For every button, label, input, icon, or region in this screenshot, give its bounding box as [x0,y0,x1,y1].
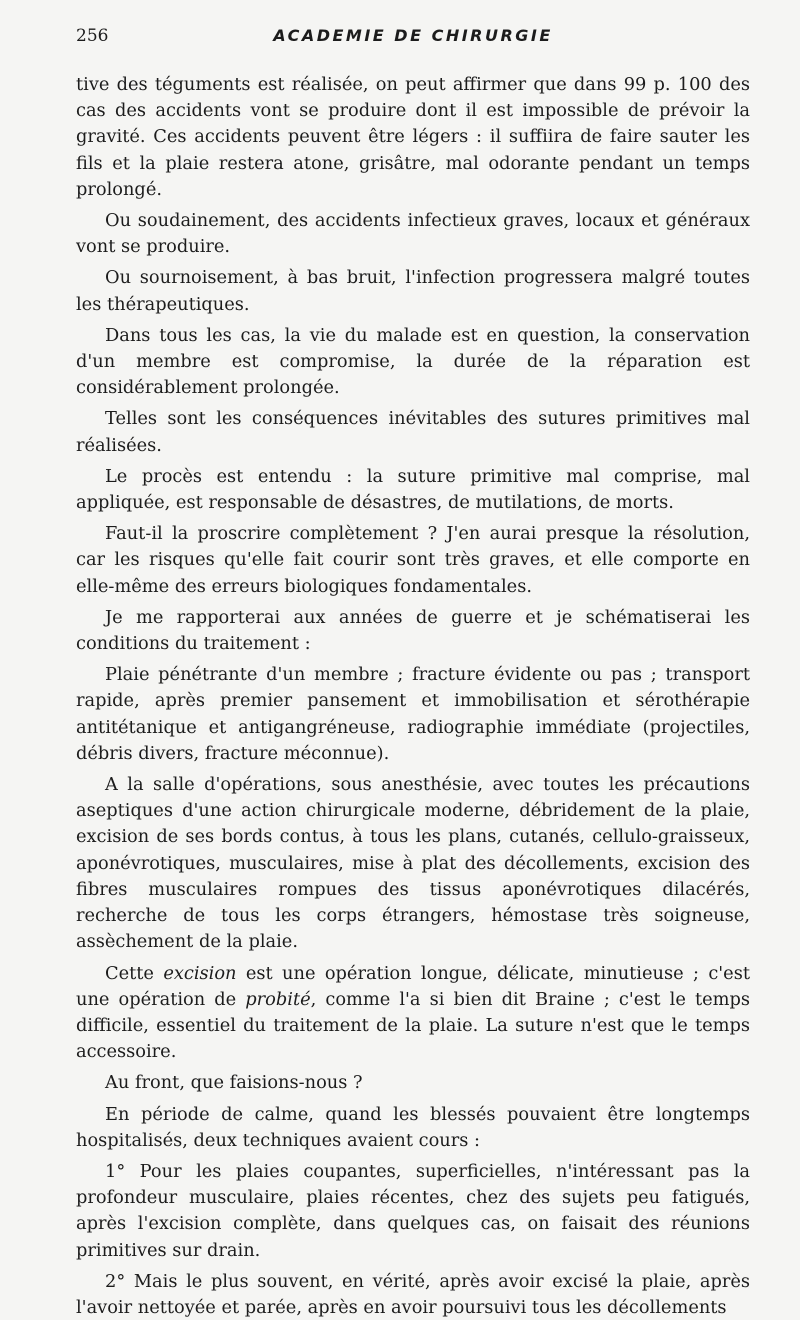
running-title: ACADEMIE DE CHIRURGIE [273,26,553,45]
paragraph: A la salle d'opérations, sous anesthésie, avec toutes les précautions aseptiques d'une action chirurgicale moderne, débridement de la plaie, excision de ses bords contus, à tous les plans, cutanés, cellulo-graisseux, aponévrotiques, musculaires, mise à plat des décollements, excision des fibres musculaires rompues des tissus aponévrotiques dilacérés, recherche de tous les corps étrangers, hémostase très soigneuse, assèchement de la plaie. [76,774,750,953]
paragraph: 1° Pour les plaies coupantes, superficielles, n'intéressant pas la profondeur musculaire, plaies récentes, chez des sujets peu fatigués, après l'excision complète, dans quelques cas, on faisait des réunions primitives sur drain. [76,1160,750,1261]
paragraph: Dans tous les cas, la vie du malade est en question, la conservation d'un membre est compromise, la durée de la réparation est considérablement prolongée. [76,324,750,399]
paragraph: Plaie pénétrante d'un membre ; fracture évidente ou pas ; transport rapide, après premier pansement et immobilisation et sérothérapie antitétanique et antigangréneuse, radiographie immédiate (projectiles, débris divers, fracture méconnue). [76,664,750,764]
text-run: Cette [105,962,164,984]
page-header [76,26,750,62]
paragraph: Ou sournoisement, à bas bruit, l'infection progressera malgré toutes les thérapeutiques. [76,267,750,315]
paragraph: 2° Mais le plus souvent, en vérité, après avoir excisé la plaie, après l'avoir nettoyée et parée, après en avoir poursuivi tous les décollements [76,1270,750,1318]
paragraph-excision [76,961,750,1066]
text-run: est une opération longue, délicate, minutieuse ; c'est une opération de [76,962,750,1010]
paragraph: Faut-il la proscrire complètement ? J'en aurai presque la résolution, car les risques qu'elle fait courir sont très graves, et elle comporte en elle-même des erreurs biologiques fondamentales. [76,523,750,597]
text-run: , comme l'a si bien dit Braine ; c'est le temps difficile, essentiel du traitement de la plaie. La suture n'est que le temps accessoire. [76,988,750,1063]
paragraph: Telles sont les conséquences inévitables des sutures primitives mal réalisées. [76,408,750,456]
paragraph: Ou soudainement, des accidents infectieux graves, locaux et généraux vont se produire. [76,210,750,258]
italic-term: excision [163,962,237,984]
paragraph: Je me rapporterai aux années de guerre et je schématiserai les conditions du traitement : [76,606,750,655]
page-number: 256 [76,26,109,46]
paragraph: Le procès est entendu : la suture primitive mal comprise, mal appliquée, est responsable de désastres, de mutilations, de morts. [76,465,750,514]
paragraph: En période de calme, quand les blessés pouvaient être longtemps hospitalisés, deux techniques avaient cours : [76,1103,750,1151]
body-text [76,72,750,1320]
paragraph: Au front, que faisions-nous ? [105,1072,363,1094]
italic-term: probité [245,988,311,1010]
paragraph-continuation: tive des téguments est réalisée, on peut affirmer que dans 99 p. 100 des cas des accidents vont se produire dont il est impossible de prévoir la gravité. Ces accidents peuvent être légers : il suffiira de faire sauter les fils et la plaie restera atone, grisâtre, mal odorante pendant un temps prolongé. [76,74,750,200]
